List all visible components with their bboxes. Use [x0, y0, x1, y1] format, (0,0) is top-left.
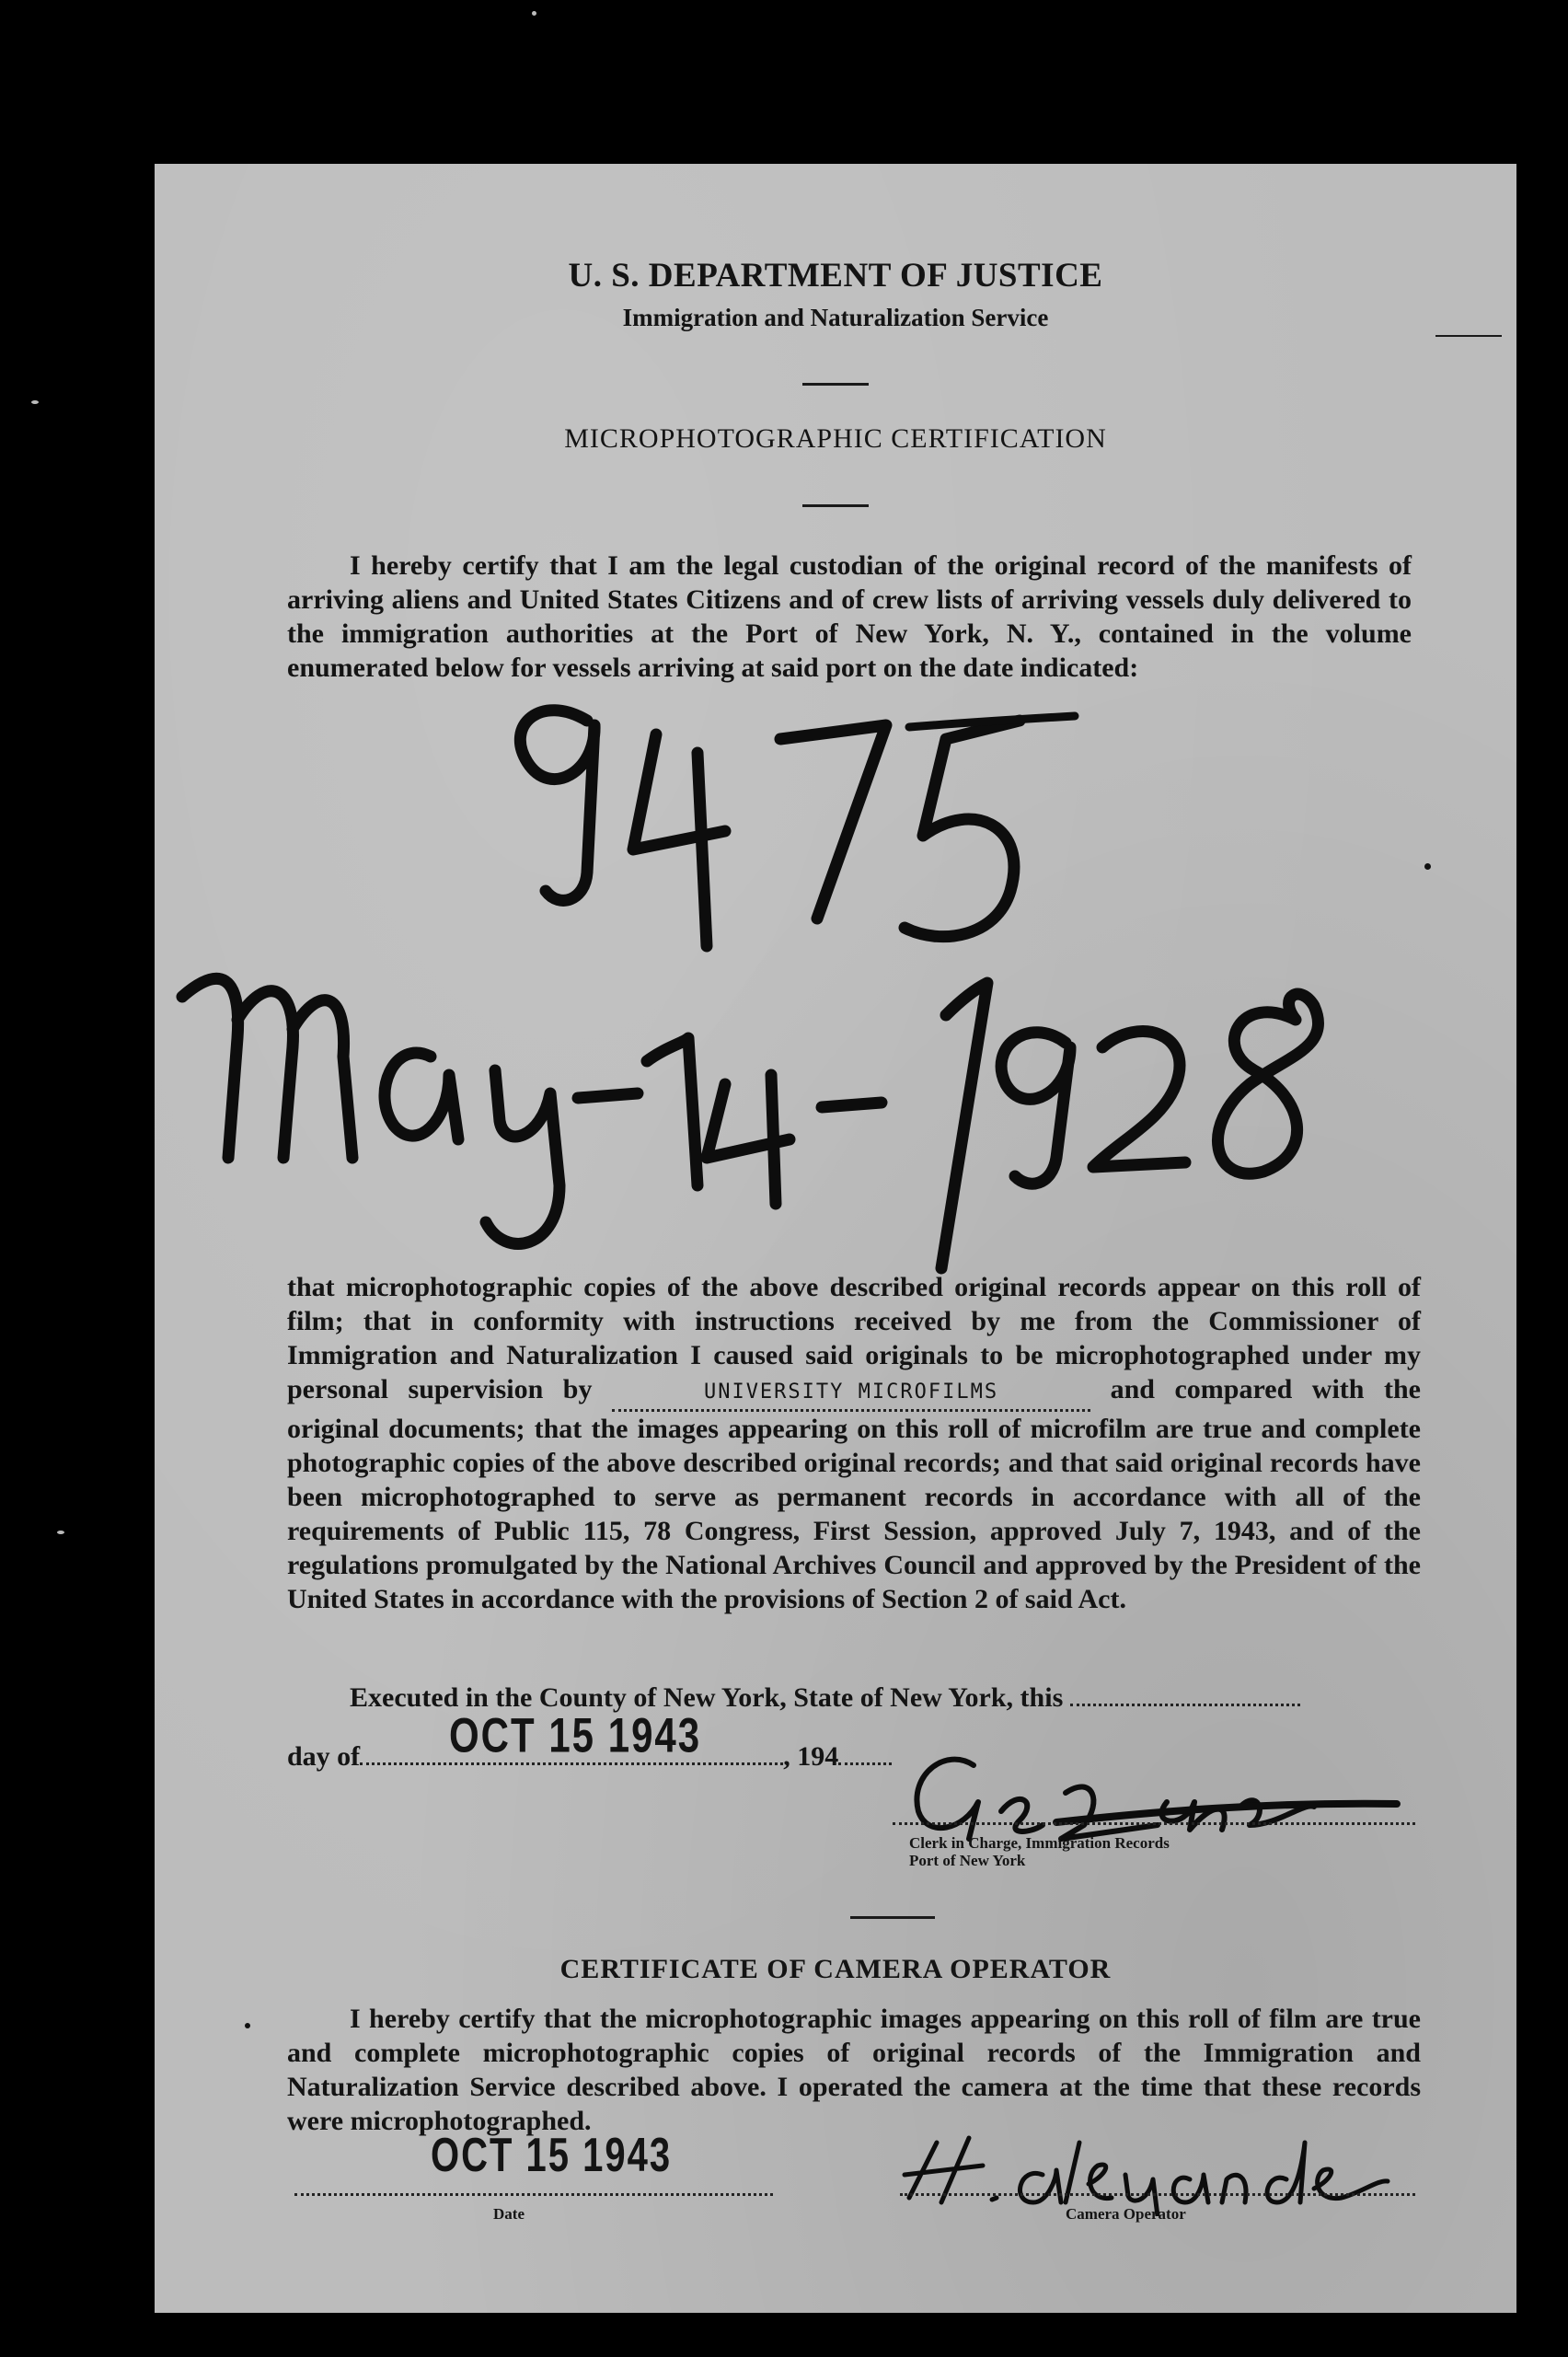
- date-line: [294, 2193, 773, 2196]
- camera-date-stamp: OCT 15 1943: [431, 2129, 673, 2182]
- year-prefix: , 194: [783, 1741, 839, 1772]
- date-label: Date: [493, 2205, 525, 2223]
- page-speck: [245, 2023, 250, 2028]
- clerk-signature-line: [893, 1822, 1415, 1825]
- supervisor-field: [612, 1372, 1090, 1412]
- handwritten-volume-date: [155, 164, 1516, 1287]
- day-of-label: day of: [287, 1741, 361, 1772]
- service-subheading: Immigration and Naturalization Service: [622, 304, 1049, 331]
- department-heading: U. S. DEPARTMENT OF JUSTICE: [568, 257, 1103, 295]
- film-speck: [532, 11, 536, 16]
- custodian-paragraph: I hereby certify that I am the legal custodian of the original record of the manifests of arriving aliens and United States Citizens and of crew lists of arriving vessels duly delivered to the immigration authorities at the Port of New York, N. Y., contained in the volume enumerated below for vessels arriving at said port on the date indicated:: [287, 550, 1412, 683]
- clerk-title: [909, 1834, 1170, 1869]
- executed-date-stamp: OCT 15 1943: [449, 1708, 702, 1762]
- executed-text: Executed in the County of New York, State of New York, this: [350, 1682, 1064, 1713]
- supervisor-name: UNIVERSITY MICROFILMS: [703, 1381, 999, 1404]
- operator-signature-line: [900, 2193, 1415, 2196]
- day-field: [1070, 1704, 1300, 1706]
- certificate-page: [155, 164, 1516, 2313]
- film-speck: [31, 400, 39, 404]
- certification-title: MICROPHOTOGRAPHIC CERTIFICATION: [564, 423, 1107, 454]
- camera-operator-paragraph: I hereby certify that the microphotographic images appearing on this roll of film are true and complete microphotographic copies of original records of the Immigration and Naturalization Service described above. I operated the camera at the time that these records were microphotographed.: [287, 2004, 1421, 2136]
- camera-operator-title: CERTIFICATE OF CAMERA OPERATOR: [559, 1954, 1112, 1984]
- page-speck: [1424, 863, 1431, 870]
- supervision-paragraph: [287, 1270, 1421, 1616]
- supervision-text-before: that microphotographic copies of the above described original records appear on this roll of film; that in conformity with instructions received by me from the Commissioner of Immigration and Naturalization I caused said originals to be microphotographed under my personal supervision by: [287, 1272, 1421, 1404]
- divider: [850, 1916, 935, 1919]
- film-speck: [57, 1531, 64, 1534]
- clerk-title-line2: Port of New York: [909, 1852, 1026, 1869]
- supervision-text-after: and compared with the original documents; that the images appearing on this roll of microfilm are true and complete photographic copies of the above described original records; and that said original records have been microphotographed to serve as permanent records in accordance with all of the requirements of Public 115, 78 Congress, First Session, approved July 7, 1943, and of the regulations promulgated by the National Archives Council and approved by the President of the United States in accordance with the provisions of Section 2 of said Act.: [287, 1374, 1421, 1614]
- camera-operator-label: Camera Operator: [1066, 2205, 1186, 2223]
- operator-signature: [882, 2124, 1397, 2216]
- clerk-title-line1: Clerk in Charge, Immigration Records: [909, 1834, 1170, 1852]
